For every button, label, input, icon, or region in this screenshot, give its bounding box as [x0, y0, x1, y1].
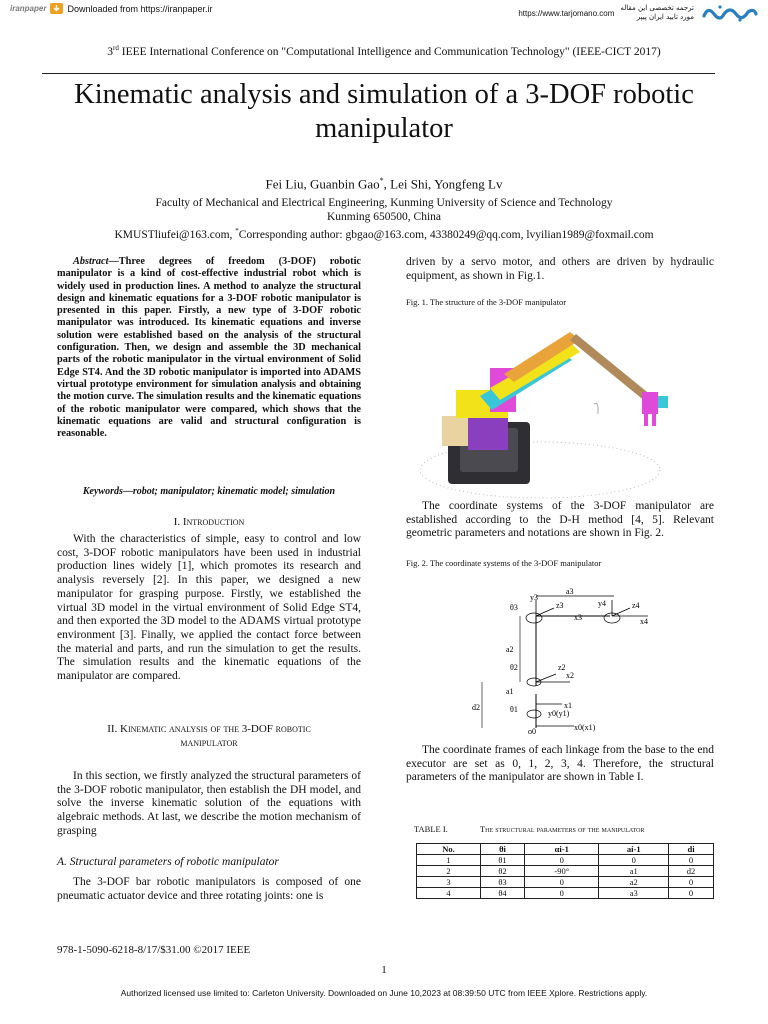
- figure-2-coordinate-diagram: [470, 586, 670, 736]
- license-notice: Authorized licensed use limited to: Carleton University. Downloaded on June 10,2023 at 08:39:50 UTC from IEEE Xplore. Restrictions apply.: [120, 988, 648, 998]
- svg-text:θ1: θ1: [510, 705, 518, 714]
- figure-1-robot-render: [420, 330, 680, 500]
- svg-text:y0(y1): y0(y1): [548, 709, 570, 718]
- svg-text:z4: z4: [632, 601, 640, 610]
- conference-line: 3rd IEEE International Conference on "Computational Intelligence and Communication Technology" (IEEE-CICT 2017): [107, 44, 661, 58]
- actuator-block: [442, 416, 468, 446]
- structural-parameters-table: [416, 843, 714, 899]
- paper-title: Kinematic analysis and simulation of a 3-DOF robotic manipulator: [74, 79, 694, 144]
- tarjomano-logo: [700, 2, 758, 24]
- iranpaper-logo: iranpaper: [10, 4, 47, 13]
- svg-text:y3: y3: [530, 593, 538, 602]
- arm-link-3: [570, 334, 652, 402]
- authors: Fei Liu, Guanbin Gao*, Lei Shi, Yongfeng Lv: [265, 176, 503, 192]
- tarjomano-link[interactable]: https://www.tarjomano.com: [518, 8, 615, 18]
- introduction-paragraph: With the characteristics of simple, easy to control and low cost, 3-DOF robotic manipulators have been used in industrial production lines widely [1], which promotes its research and analysis reversely [2]. In this paper, we designed a new manipulator for grasping purpose. Firstly, we established the virtual 3D model in the virtual environment of Solid Edge ST4, and then exported the 3D model to the ADAMS virtual prototype environment [3]. Finally, we applied the contact force between the material and parts, and run the simulation to get the results. The simulation results and the kinematic equations of the manipulator are compared.: [57, 533, 361, 683]
- download-icon: [50, 3, 63, 14]
- svg-text:θ2: θ2: [510, 663, 518, 672]
- svg-text:x4: x4: [640, 617, 648, 626]
- subsection-heading-a: A. Structural parameters of robotic manipulator: [57, 856, 279, 868]
- figure-2-caption: Fig. 2. The coordinate systems of the 3-DOF manipulator: [406, 558, 602, 568]
- keywords: Keywords—robot; manipulator; kinematic model; simulation: [82, 486, 336, 497]
- right-paragraph-3: The coordinate frames of each linkage from the base to the end executor are set as 0, 1, 2, 3, 4. Therefore, the structural parameters of the manipulator are shown in Table I.: [406, 744, 714, 784]
- label-a3: a3: [566, 587, 574, 596]
- table-row: 4 θ4 0 a3 0: [417, 888, 714, 899]
- affiliation: Faculty of Mechanical and Electrical Engineering, Kunming University of Science and Technology Kunming 650500, China KMUSTliufei@163.com, *Corresponding author: gbgao@163.com, 43380249@qq.com, lvyilian1989@foxmail.com: [0, 196, 768, 242]
- download-banner: [10, 3, 213, 14]
- label-a2: a2: [506, 645, 514, 654]
- table-header-row: No. θi αi-1 ai-1 di: [417, 844, 714, 855]
- table-row: 3 θ3 0 a2 0: [417, 877, 714, 888]
- table-caption: TABLE I. The structural parameters of the manipulator: [414, 824, 645, 834]
- right-paragraph-1: driven by a servo motor, and others are driven by hydraulic equipment, as shown in Fig.1.: [406, 256, 714, 282]
- svg-text:x0(x1): x0(x1): [574, 723, 596, 732]
- label-d2: d2: [472, 703, 480, 712]
- svg-text:z3: z3: [556, 601, 564, 610]
- table-row: 1 θ1 0 0 0: [417, 855, 714, 866]
- kinematic-paragraph: In this section, we firstly analyzed the structural parameters of the 3-DOF robotic manipulator, then establish the DH model, and solve the inverse kinematic solution of the equations with algebraic methods. At last, we describe the motion mechanism of grasping: [57, 770, 361, 837]
- svg-text:x1: x1: [564, 701, 572, 710]
- abstract: Abstract—Three degrees of freedom (3-DOF) robotic manipulator is a kind of cost-effective industrial robot which is widely used in production lines. A method to analyze the structural design and kinematic equations for a 3-DOF robotic manipulator is presented in this paper. Firstly, a new type of 3-DOF robotic manipulator was introduced. Its kinematic equations and inverse solution were established based on the analysis of the structural configuration. Then, we design and assemble the 3D mechanical parts of the robotic manipulator in the virtual environment of Solid Edge ST4. And the 3D robotic manipulator is imported into ADAMS virtual prototype environment for simulation analysis and obtaining the motion curve. The simulation results and the kinematic equations of the robotic manipulator were compared, which shows that the kinematic equations are valid and structural configuration is reasonable.: [57, 256, 361, 440]
- tarjomano-tagline: ترجمه تخصصی این مقاله مورد تایید ایران پیپر: [620, 4, 694, 21]
- emails: KMUSTliufei@163.com, *Corresponding author: gbgao@163.com, 43380249@qq.com, lvyilian1989@foxmail.com: [114, 227, 654, 241]
- header-rule: [42, 73, 715, 74]
- downloaded-from-link[interactable]: Downloaded from https://iranpaper.ir: [67, 3, 213, 14]
- copyright-line: 978-1-5090-6218-8/17/$31.00 ©2017 IEEE: [57, 944, 251, 956]
- svg-text:y4: y4: [598, 599, 606, 608]
- table-row: 2 θ2 -90° a1 d2: [417, 866, 714, 877]
- gripper: [642, 392, 658, 414]
- svg-text:o0: o0: [528, 727, 536, 736]
- svg-text:x3: x3: [574, 613, 582, 622]
- tarjomano-banner: [518, 2, 758, 24]
- section-heading-introduction: I. Introduction: [173, 516, 245, 528]
- svg-text:z2: z2: [558, 663, 566, 672]
- svg-text:θ3: θ3: [510, 603, 518, 612]
- figure-1-caption: Fig. 1. The structure of the 3-DOF manipulator: [406, 297, 567, 307]
- subsection-a-paragraph: The 3-DOF bar robotic manipulators is composed of one pneumatic actuator device and three rotating joints: one is: [57, 876, 361, 902]
- svg-text:x2: x2: [566, 671, 574, 680]
- page-number: 1: [381, 964, 387, 976]
- label-a1: a1: [506, 687, 514, 696]
- right-paragraph-2: The coordinate systems of the 3-DOF manipulator are established according to the D-H method [4, 5]. Relevant geometric parameters and notations are shown in Fig. 2.: [406, 500, 714, 540]
- section-heading-kinematic: II. Kinematic analysis of the 3-DOF robotic manipulator: [107, 723, 311, 749]
